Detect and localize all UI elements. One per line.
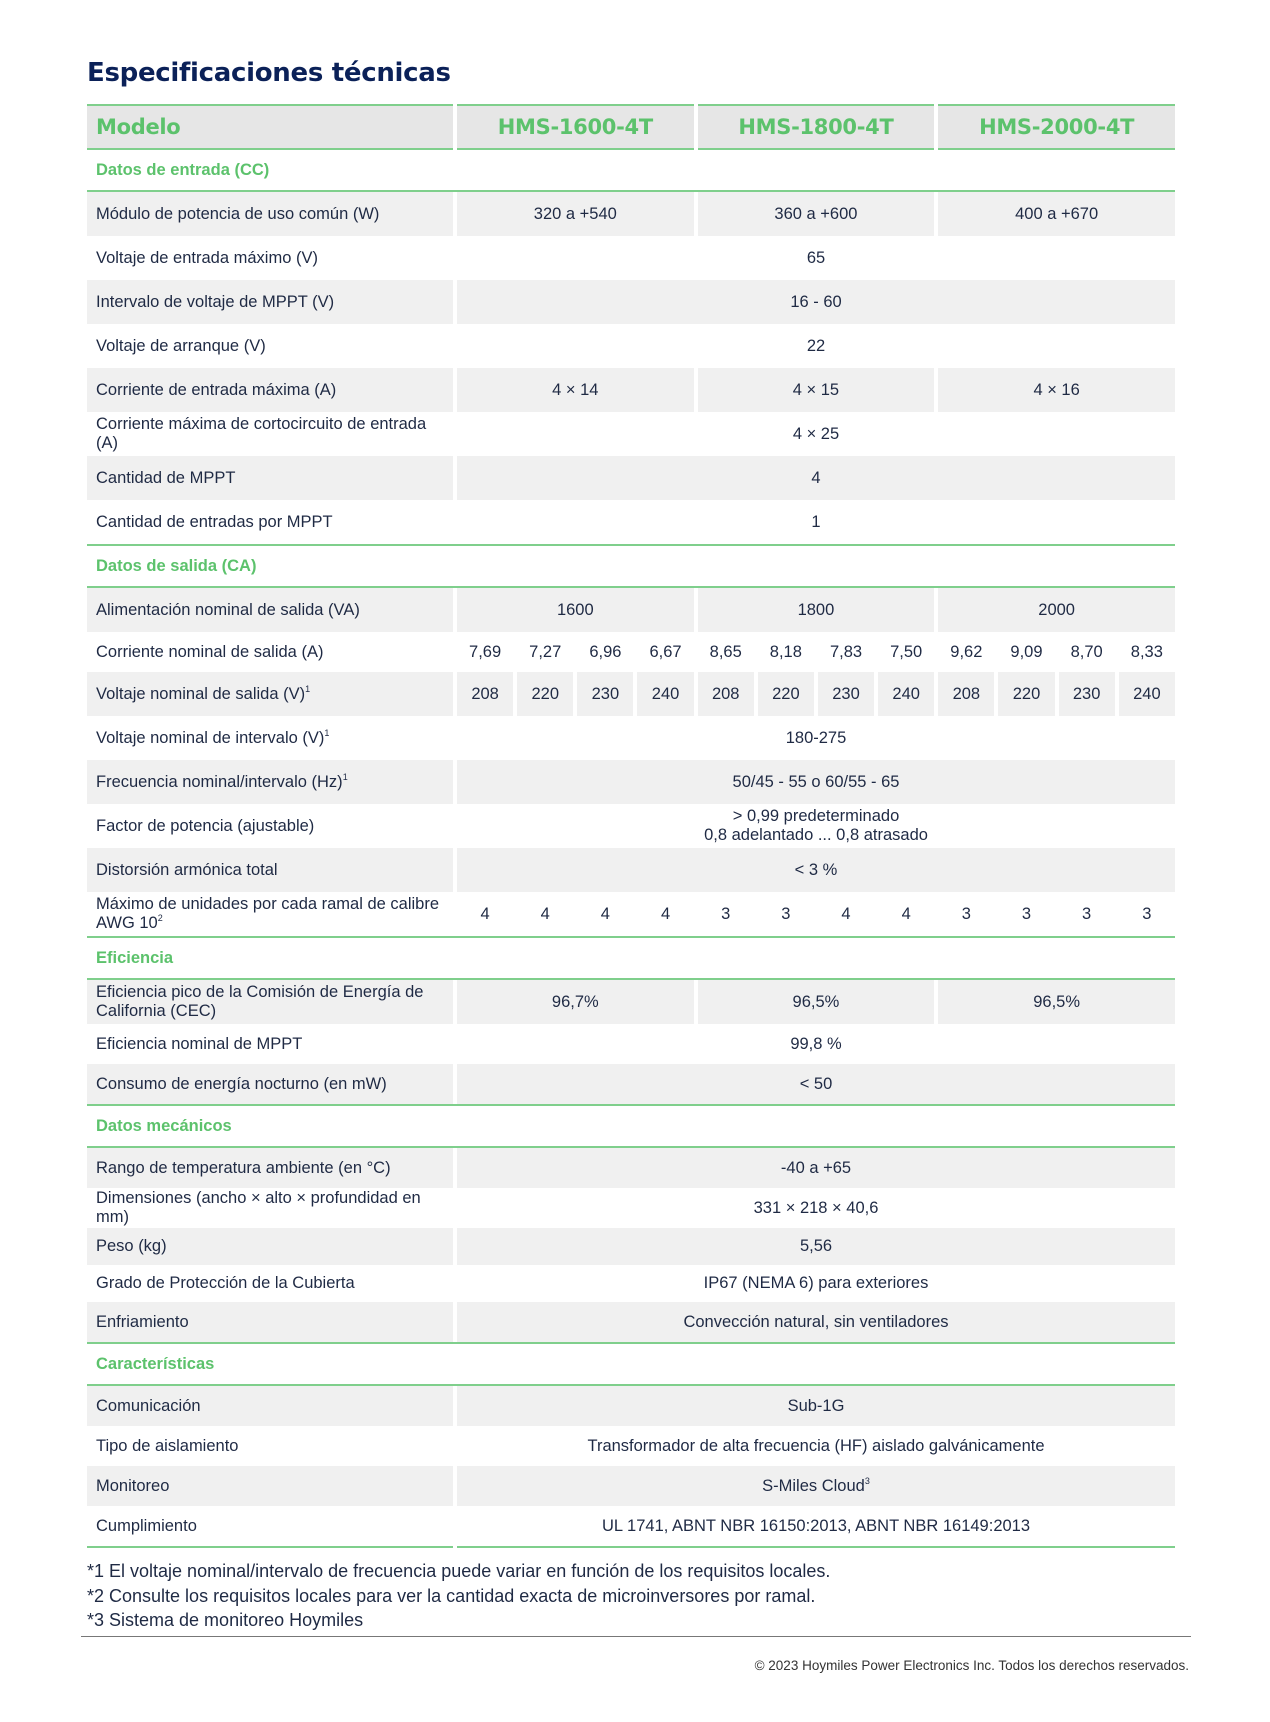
row-value-cell bbox=[457, 1466, 1175, 1506]
table-row bbox=[87, 1506, 1175, 1548]
row-value: 4 bbox=[600, 904, 610, 923]
footnote: *3 Sistema de monitoreo Hoymiles bbox=[87, 1610, 364, 1630]
section-header-output bbox=[87, 544, 1175, 588]
row-label: Consumo de energía nocturno (en mW) bbox=[87, 1064, 453, 1104]
row-label: Módulo de potencia de uso común (W) bbox=[87, 192, 453, 236]
row-label-cell bbox=[87, 980, 453, 1024]
row-label-line-wrap bbox=[96, 914, 445, 933]
row-value-cell bbox=[457, 804, 1175, 848]
footnote: *2 Consulte los requisitos locales para ver la cantidad exacta de microinversores por ramal. bbox=[87, 1585, 816, 1606]
table-row bbox=[87, 1228, 1175, 1265]
table-row bbox=[87, 1064, 1175, 1104]
row-value: 220 bbox=[998, 672, 1054, 716]
table-row bbox=[87, 588, 1175, 632]
row-value: 65 bbox=[806, 248, 826, 267]
row-value: Transformador de alta frecuencia (HF) aislado galvánicamente bbox=[587, 1436, 1045, 1455]
table-row bbox=[87, 632, 1175, 672]
row-value: 230 bbox=[818, 672, 874, 716]
table-row bbox=[87, 1148, 1175, 1188]
row-value: 8,70 bbox=[1070, 642, 1103, 661]
row-label: Corriente máxima de cortocircuito de entrada (A) bbox=[96, 415, 427, 452]
table-row bbox=[87, 1426, 1175, 1466]
section-title: Eficiencia bbox=[87, 936, 1175, 980]
row-label-line: Eficiencia pico de la Comisión de Energía de bbox=[96, 983, 424, 1001]
row-value: 1800 bbox=[698, 588, 935, 632]
row-value: 7,69 bbox=[469, 642, 502, 661]
table-row bbox=[87, 280, 1175, 324]
section-title: Datos de salida (CA) bbox=[87, 544, 1175, 588]
footnote-marker: 1 bbox=[342, 771, 348, 782]
row-value: 99,8 % bbox=[790, 1034, 842, 1053]
row-value: Sub-1G bbox=[457, 1386, 1175, 1426]
row-value: 4 × 25 bbox=[792, 424, 840, 443]
row-value: 4 bbox=[660, 904, 671, 923]
row-label-line: AWG 10 bbox=[96, 914, 158, 932]
row-label: Enfriamiento bbox=[87, 1302, 453, 1342]
footnote: *1 El voltaje nominal/intervalo de frecuencia puede variar en función de los requisitos locales. bbox=[87, 1561, 831, 1581]
model-header-1800: HMS-1800-4T bbox=[698, 104, 935, 150]
row-label: Rango de temperatura ambiente (en °C) bbox=[87, 1148, 453, 1188]
row-label: Frecuencia nominal/intervalo (Hz) bbox=[96, 772, 343, 791]
row-value: 4 bbox=[540, 904, 550, 923]
footnotes bbox=[87, 1559, 830, 1633]
row-label: Alimentación nominal de salida (VA) bbox=[87, 588, 453, 632]
row-value: 6,67 bbox=[649, 642, 682, 661]
row-value: 9,09 bbox=[1010, 642, 1043, 661]
row-value: 240 bbox=[1119, 672, 1175, 716]
model-header-2000: HMS-2000-4T bbox=[938, 104, 1175, 150]
footer-divider bbox=[81, 1636, 1191, 1637]
section-header-input bbox=[87, 150, 1175, 192]
row-label: Dimensiones (ancho × alto × profundidad en mm) bbox=[96, 1189, 421, 1226]
table-row bbox=[87, 324, 1175, 368]
row-label: Corriente nominal de salida (A) bbox=[96, 642, 324, 661]
row-value: 230 bbox=[1059, 672, 1115, 716]
row-value: 2000 bbox=[938, 588, 1175, 632]
row-label-cell bbox=[87, 892, 453, 936]
row-label: Eficiencia nominal de MPPT bbox=[96, 1034, 303, 1053]
section-title: Características bbox=[87, 1342, 1175, 1386]
row-value: 16 - 60 bbox=[457, 280, 1175, 324]
table-row bbox=[87, 192, 1175, 236]
table-row bbox=[87, 1188, 1175, 1228]
row-value: 96,5% bbox=[938, 980, 1175, 1024]
row-value: 3 bbox=[721, 904, 731, 923]
table-row bbox=[87, 236, 1175, 280]
row-value: IP67 (NEMA 6) para exteriores bbox=[703, 1274, 929, 1292]
row-value: 240 bbox=[878, 672, 934, 716]
row-value: 4 × 16 bbox=[938, 368, 1175, 412]
row-value: 208 bbox=[698, 672, 754, 716]
table-row bbox=[87, 760, 1175, 804]
table-row bbox=[87, 1466, 1175, 1506]
table-row bbox=[87, 1024, 1175, 1064]
row-label: Comunicación bbox=[87, 1386, 453, 1426]
row-value: < 50 bbox=[457, 1064, 1175, 1104]
row-value: 240 bbox=[637, 672, 693, 716]
row-value: 22 bbox=[806, 336, 826, 355]
row-value: UL 1741, ABNT NBR 16150:2013, ABNT NBR 16149:2013 bbox=[457, 1506, 1175, 1548]
row-value: 208 bbox=[938, 672, 994, 716]
table-row bbox=[87, 1302, 1175, 1342]
row-label: Corriente de entrada máxima (A) bbox=[87, 368, 453, 412]
copyright-text: © 2023 Hoymiles Power Electronics Inc. Todos los derechos reservados. bbox=[754, 1658, 1189, 1673]
row-value: -40 a +65 bbox=[457, 1148, 1175, 1188]
row-value: 7,50 bbox=[890, 642, 923, 661]
table-row bbox=[87, 804, 1175, 848]
row-label-line: California (CEC) bbox=[96, 1002, 217, 1020]
row-value: 4 bbox=[901, 904, 911, 923]
row-value: 50/45 - 55 o 60/55 - 65 bbox=[457, 760, 1175, 804]
table-row bbox=[87, 892, 1175, 936]
row-label: Peso (kg) bbox=[87, 1228, 453, 1265]
section-title: Datos de entrada (CC) bbox=[87, 150, 1175, 192]
section-title: Datos mecánicos bbox=[87, 1104, 1175, 1148]
row-label: Voltaje de arranque (V) bbox=[96, 336, 266, 355]
footnote-marker: 2 bbox=[157, 913, 163, 923]
row-value: 220 bbox=[517, 672, 573, 716]
row-value: 4 × 15 bbox=[698, 368, 935, 412]
row-value: 7,83 bbox=[829, 642, 863, 661]
row-value: 6,96 bbox=[589, 642, 622, 661]
table-row bbox=[87, 980, 1175, 1024]
table-row bbox=[87, 412, 1175, 456]
row-label-line: Máximo de unidades por cada ramal de calibre bbox=[96, 895, 440, 913]
row-value: 1600 bbox=[457, 588, 694, 632]
row-value-line: > 0,99 predeterminado bbox=[732, 807, 900, 825]
row-value: 3 bbox=[1082, 904, 1092, 923]
row-label: Voltaje nominal de intervalo (V) bbox=[96, 728, 325, 747]
row-label-cell bbox=[87, 760, 453, 804]
row-value: 4 bbox=[480, 904, 490, 923]
row-value: 3 bbox=[961, 904, 971, 923]
row-value: 1 bbox=[811, 512, 821, 531]
row-value: 8,18 bbox=[769, 642, 802, 661]
table-row bbox=[87, 716, 1175, 760]
table-header-row bbox=[87, 104, 1175, 150]
table-row bbox=[87, 456, 1175, 500]
row-value: 8,33 bbox=[1130, 642, 1163, 661]
row-value: 320 a +540 bbox=[457, 192, 694, 236]
row-label: Cantidad de entradas por MPPT bbox=[96, 512, 333, 531]
row-value: 180-275 bbox=[785, 728, 847, 747]
table-row bbox=[87, 500, 1175, 544]
row-value: 8,65 bbox=[709, 642, 742, 661]
footnote-marker: 1 bbox=[324, 727, 330, 738]
section-header-mechanical bbox=[87, 1104, 1175, 1148]
table-row bbox=[87, 1386, 1175, 1426]
row-label: Grado de Protección de la Cubierta bbox=[96, 1274, 355, 1292]
row-label-cell bbox=[87, 716, 453, 760]
row-value: Convección natural, sin ventiladores bbox=[457, 1302, 1175, 1342]
row-value: 220 bbox=[758, 672, 814, 716]
table-row bbox=[87, 1265, 1175, 1302]
row-value: 331 × 218 × 40,6 bbox=[753, 1198, 879, 1217]
row-value-line: 0,8 adelantado ... 0,8 atrasado bbox=[704, 826, 928, 844]
row-value: 5,56 bbox=[457, 1228, 1175, 1265]
row-value: 9,62 bbox=[950, 642, 983, 661]
row-value: < 3 % bbox=[457, 848, 1175, 892]
row-label: Cumplimiento bbox=[87, 1506, 453, 1548]
section-header-features bbox=[87, 1342, 1175, 1386]
page-title: Especificaciones técnicas bbox=[87, 58, 451, 88]
table-row bbox=[87, 368, 1175, 412]
row-value: 4 × 14 bbox=[457, 368, 694, 412]
row-value: 96,7% bbox=[457, 980, 694, 1024]
model-header-1600: HMS-1600-4T bbox=[457, 104, 694, 150]
row-value: 3 bbox=[1142, 904, 1152, 923]
row-label: Tipo de aislamiento bbox=[96, 1436, 239, 1455]
row-value: S-Miles Cloud bbox=[762, 1476, 865, 1495]
row-label: Voltaje nominal de salida (V) bbox=[96, 684, 306, 703]
footnote-marker: 1 bbox=[305, 683, 311, 694]
footnote-marker: 3 bbox=[864, 1475, 870, 1486]
row-value: 230 bbox=[577, 672, 633, 716]
row-value: 4 bbox=[841, 904, 851, 923]
row-value: 400 a +670 bbox=[938, 192, 1175, 236]
row-value: 96,5% bbox=[698, 980, 935, 1024]
row-value: 3 bbox=[781, 904, 791, 923]
model-header-label: Modelo bbox=[87, 104, 453, 150]
row-value: 4 bbox=[457, 456, 1175, 500]
row-label: Distorsión armónica total bbox=[87, 848, 453, 892]
row-value: 360 a +600 bbox=[698, 192, 935, 236]
table-row bbox=[87, 848, 1175, 892]
row-value: 208 bbox=[457, 672, 513, 716]
row-label: Intervalo de voltaje de MPPT (V) bbox=[87, 280, 453, 324]
section-header-efficiency bbox=[87, 936, 1175, 980]
row-label: Monitoreo bbox=[87, 1466, 453, 1506]
row-label: Voltaje de entrada máximo (V) bbox=[96, 248, 318, 267]
spec-table bbox=[83, 104, 1179, 1548]
row-label: Factor de potencia (ajustable) bbox=[96, 816, 315, 835]
row-value: 7,27 bbox=[529, 642, 562, 661]
row-label-cell bbox=[87, 672, 453, 716]
table-row bbox=[87, 672, 1175, 716]
row-label: Cantidad de MPPT bbox=[87, 456, 453, 500]
row-value: 3 bbox=[1021, 904, 1032, 923]
